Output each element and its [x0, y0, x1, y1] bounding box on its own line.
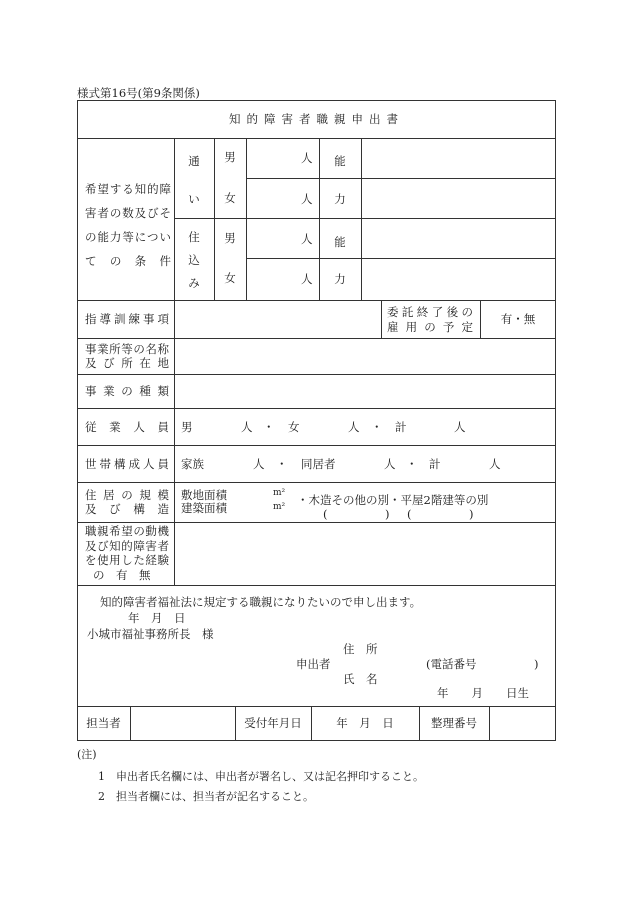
motive-label-line: の 有 無: [93, 567, 151, 582]
form-border-bottom: [77, 740, 556, 741]
site-area-label: 敷地面積: [181, 488, 227, 502]
address-label: 住 所: [343, 642, 378, 656]
note-item: 1 申出者氏名欄には、申出者が署名し、又は記名押印すること。: [98, 770, 424, 783]
person-unit: 人: [301, 192, 313, 206]
conditions-label-line: 希望する知的障: [85, 182, 171, 196]
row-line: [77, 522, 556, 523]
notes-heading: (注): [77, 748, 97, 761]
person-unit: 人: [301, 272, 313, 286]
separator-dot: ・: [276, 457, 288, 471]
form-border-left: [77, 100, 78, 740]
form-border-top: [77, 100, 556, 101]
row-line: [246, 258, 556, 259]
employees-total: 計: [395, 420, 407, 434]
form-number: 様式第16号(第9条関係): [77, 86, 200, 100]
column-line: [246, 138, 247, 300]
declaration-statement: 知的障害者福祉法に規定する職親になりたいので申し出ます。: [100, 595, 422, 609]
commute-label: い: [188, 192, 200, 206]
employees-unit: 人: [348, 420, 360, 434]
declaration-date: 年 月 日: [128, 611, 186, 625]
separator-dot: ・: [371, 420, 383, 434]
housing-label: 住居の規模: [85, 488, 169, 502]
building-area-label: 建築面積: [181, 501, 227, 515]
row-line: [77, 482, 556, 483]
conditions-label-line: て の 条 件: [85, 254, 171, 268]
household-family: 家族: [181, 457, 204, 471]
housing-label: 及び構造: [85, 502, 169, 516]
ability-label: 力: [334, 192, 346, 206]
application-form: [77, 100, 556, 740]
conditions-label-line: 害者の数及びそ: [85, 206, 171, 220]
employ-plan-label: 雇用の予定: [387, 320, 473, 334]
motive-label-line: 職親希望の動機: [85, 524, 169, 538]
ability-label: 能: [334, 235, 346, 249]
employees-label: 従業人員: [85, 420, 169, 434]
form-border-right: [555, 100, 556, 740]
phone-label: (電話番号 ): [426, 657, 539, 671]
business-name-label: 及び所在地: [85, 356, 169, 370]
sqm-unit: m²: [273, 488, 286, 498]
livein-label: み: [188, 276, 200, 290]
training-label: 指導訓練事項: [85, 312, 169, 326]
motive-label-line: を使用した経験: [85, 553, 169, 567]
row-line: [77, 445, 556, 446]
staff-label: 担当者: [86, 716, 121, 730]
employees-female: 女: [288, 420, 300, 434]
motive-label-line: 及び知的障害者: [85, 538, 169, 553]
row-line: [77, 138, 556, 139]
conditions-label-line: の能力等につい: [85, 230, 171, 244]
separator-dot: ・: [406, 457, 418, 471]
employees-male: 男: [181, 420, 193, 434]
female-label: 女: [224, 271, 236, 285]
declaration-addressee: 小城市福祉事務所長 様: [87, 627, 214, 641]
conditions-label: [85, 177, 171, 273]
household-label: 世帯構成人員: [85, 457, 169, 471]
female-label: 女: [224, 191, 236, 205]
row-line: [246, 178, 556, 179]
person-unit: 人: [301, 232, 313, 246]
received-date-label: 受付年月日: [244, 716, 302, 730]
name-label: 氏 名: [343, 672, 378, 686]
row-line: [174, 218, 556, 219]
row-line: [77, 300, 556, 301]
structure-blank-2: ( ): [407, 507, 474, 521]
person-unit: 人: [301, 151, 313, 165]
livein-label: 住: [188, 230, 200, 244]
household-cohabitant: 同居者: [301, 457, 336, 471]
separator-dot: ・: [263, 420, 275, 434]
row-line: [77, 338, 556, 339]
household-unit: 人: [384, 457, 396, 471]
column-line: [381, 300, 382, 338]
row-line: [77, 408, 556, 409]
business-type-label: 事業の種類: [85, 384, 169, 398]
form-title: 知的障害者職親申出書: [229, 112, 404, 126]
male-label: 男: [224, 150, 236, 164]
column-line: [130, 706, 131, 740]
applicant-label: 申出者: [296, 657, 331, 671]
column-line: [489, 706, 490, 740]
note-item: 2 担当者欄には、担当者が記名すること。: [98, 790, 314, 803]
received-date-units: 年 月 日: [336, 716, 394, 730]
household-unit: 人: [489, 457, 501, 471]
business-name-label: 事業所等の名称: [85, 342, 169, 356]
motive-label: [85, 524, 169, 582]
male-label: 男: [224, 231, 236, 245]
ability-label: 能: [334, 154, 346, 168]
column-line: [361, 138, 362, 300]
household-unit: 人: [253, 457, 265, 471]
employees-unit: 人: [241, 420, 253, 434]
structure-blank-1: ( ): [323, 507, 390, 521]
reference-number-label: 整理番号: [431, 716, 477, 730]
row-line: [77, 585, 556, 586]
row-line: [77, 706, 556, 707]
livein-label: 込: [188, 253, 200, 267]
commute-label: 通: [188, 154, 200, 168]
birth-date-label: 年 月 日生: [437, 686, 529, 700]
employ-plan-label: 委託終了後の: [387, 305, 473, 319]
sqm-unit: m²: [273, 502, 286, 512]
ability-label: 力: [334, 272, 346, 286]
row-line: [77, 374, 556, 375]
household-total: 計: [429, 457, 441, 471]
employees-unit: 人: [454, 420, 466, 434]
employ-plan-value: 有・無: [500, 312, 536, 326]
structure-label: ・木造その他の別・平屋2階建等の別: [297, 493, 489, 507]
